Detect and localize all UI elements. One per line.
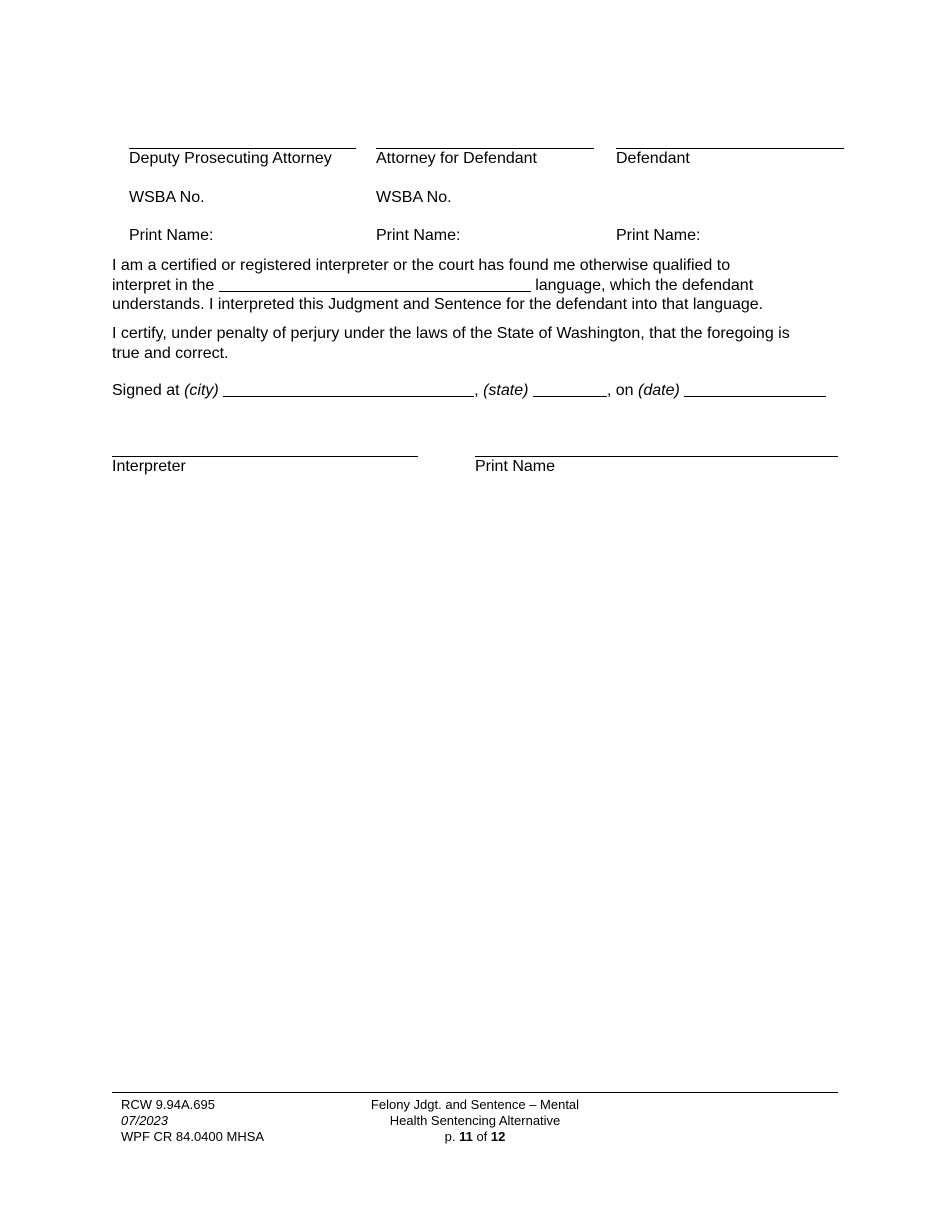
language-blank: [219, 291, 531, 292]
page-of: of: [476, 1129, 488, 1144]
footer-form-number: WPF CR 84.0400 MHSA: [121, 1129, 265, 1144]
footer-rcw: RCW 9.94A.695: [121, 1097, 215, 1112]
state-blank: [533, 396, 607, 397]
interpreter-statement-line3: understands. I interpreted this Judgment and Sentence for the defendant into that language.: [112, 296, 764, 313]
interpreter-label: Interpreter: [112, 458, 186, 475]
footer-date: 07/2023: [121, 1113, 168, 1128]
page-current: 11: [459, 1129, 473, 1144]
interpreter-statement-line2: [112, 276, 852, 296]
certification-line2: true and correct.: [112, 344, 229, 362]
interpreter-statement-line1: I am a certified or registered interpreter or the court has found me otherwise qualified to: [112, 257, 731, 274]
certification-statement: [112, 324, 852, 363]
city-label: (city): [184, 382, 219, 399]
signed-at-label: Signed at: [112, 382, 180, 399]
defendant-print-name: Print Name:: [616, 227, 701, 244]
prosecutor-title: Deputy Prosecuting Attorney: [129, 150, 332, 167]
page-prefix: p.: [444, 1129, 456, 1144]
footer-page-number: [355, 1129, 595, 1145]
footer-left: [121, 1097, 264, 1145]
on-label: , on: [606, 382, 634, 399]
defendant-title: Defendant: [616, 150, 690, 167]
defense-attorney-title: Attorney for Defendant: [376, 150, 537, 167]
defense-attorney-print-name: Print Name:: [376, 227, 461, 244]
footer-title-line2: Health Sentencing Alternative: [389, 1113, 561, 1128]
date-label: (date): [638, 382, 680, 399]
certification-line1: I certify, under penalty of perjury under the laws of the State of Washington, that the foregoing is: [112, 325, 790, 342]
footer-rule: [112, 1092, 838, 1093]
page-total: 12: [490, 1129, 506, 1144]
interpreter-print-name-line: [475, 456, 838, 457]
prosecutor-print-name: Print Name:: [129, 227, 214, 244]
defendant-signature-line: [616, 148, 844, 149]
defense-attorney-signature-line: [376, 148, 594, 149]
prosecutor-signature-line: [129, 148, 356, 149]
print-name-label: Print Name: [475, 458, 556, 475]
city-blank: [223, 396, 474, 397]
date-blank: [684, 396, 826, 397]
state-label: (state): [483, 382, 529, 399]
city-comma: ,: [474, 382, 479, 399]
footer-title-line1: Felony Jdgt. and Sentence – Mental: [370, 1097, 580, 1112]
language-text: language, which the defendant: [535, 276, 754, 294]
footer-center: [355, 1097, 595, 1145]
interpreter-statement: [112, 256, 852, 315]
interpreter-signature-line: [112, 456, 418, 457]
signed-at-line: [112, 382, 826, 400]
prosecutor-wsba: WSBA No.: [129, 189, 205, 206]
defense-attorney-wsba: WSBA No.: [376, 189, 452, 206]
interpret-in-the-text: interpret in the: [112, 276, 215, 294]
